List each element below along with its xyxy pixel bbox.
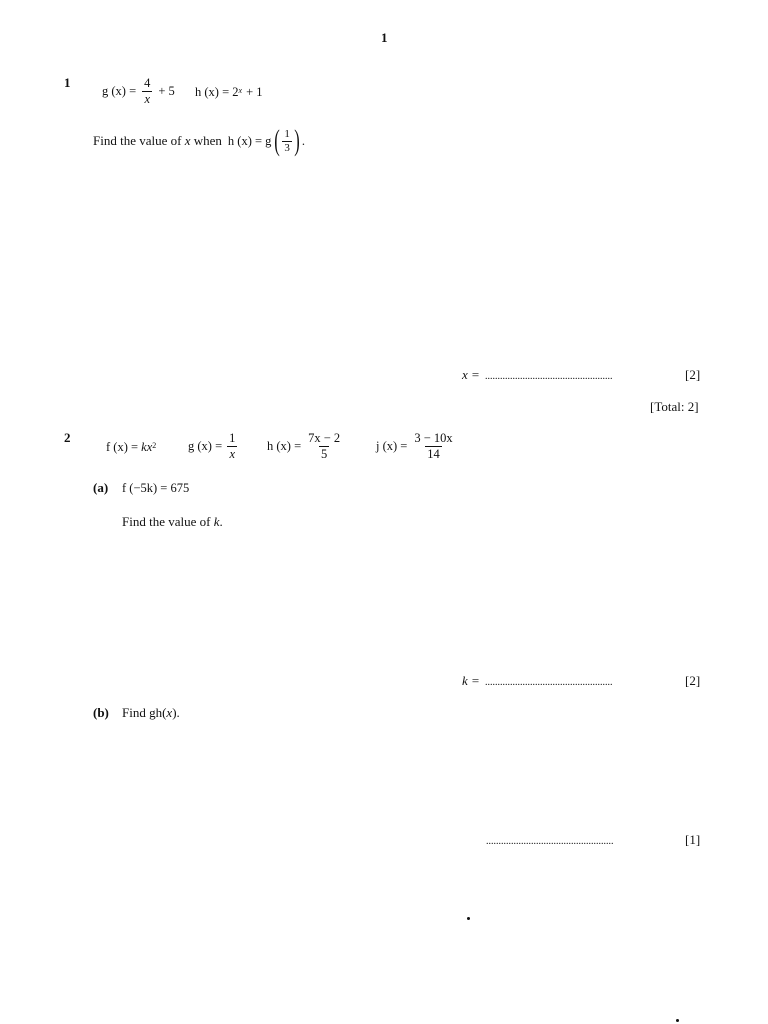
q1-h-rest: + 1 [246,85,263,99]
q2-g-numerator: 1 [229,431,236,445]
q2a-answer-dots: ................................................... [485,677,613,688]
question-1-number: 1 [64,75,71,90]
q2a-answer-label: k = [462,673,480,688]
page-number: 1 [381,30,388,45]
q2-h-fraction [306,432,342,460]
q1-instruction-post: when [193,133,222,148]
q2-j-definition [376,432,457,460]
q2-f-lhs: f (x) = [106,440,139,454]
q2-h-lhs: h (x) = [267,438,302,453]
stray-dot-bottom [676,1019,679,1022]
q1-condition-fraction [282,129,292,154]
q1-total: [Total: 2] [650,399,699,414]
q1-h-definition [195,85,263,100]
q2a-marks: [2] [685,673,701,688]
q2a-equation: f (−5k) = 675 [122,481,190,495]
q1-h-exponent: x [238,86,243,95]
q1-g-definition [102,77,175,105]
q2-j-lhs: j (x) = [376,438,408,453]
q1-instruction [93,126,305,156]
q1-h-lhs: h (x) = 2 [195,85,239,99]
q1-condition-end: . [301,133,306,148]
q2b-instruction-post: ). [172,705,180,720]
q2-g-lhs: g (x) = [188,438,223,453]
q2-g-fraction [227,432,237,460]
q1-g-lhs: g (x) = [102,83,137,98]
q2-g-denominator: x [229,446,236,461]
q2a-label: (a) [93,480,109,495]
q2b-instruction-pre: Find gh( [122,705,167,720]
q1-condition-numerator: 1 [284,127,290,140]
q1-condition-denominator: 3 [284,141,290,154]
q1-g-rest: + 5 [158,83,175,98]
q1-g-denominator: x [144,91,151,106]
q1-instruction-pre: Find the value of [93,133,182,148]
q2-j-numerator: 3 − 10x [414,431,453,445]
q1-answer-label: x = [462,367,480,382]
q1-marks: [2] [685,367,701,382]
q2-h-numerator: 7x − 2 [308,431,341,445]
q2-f-exponent: 2 [152,441,157,450]
q2-j-denominator: 14 [427,446,440,461]
question-2-number: 2 [64,430,71,445]
q2-h-definition [267,432,344,460]
q1-answer-dots: ................................................... [485,371,613,382]
q2a-answer-line [462,673,613,689]
q2a-instruction-var: k [213,514,220,529]
q2b-instruction-var: x [166,705,173,720]
q2-f-definition [106,440,156,455]
q2b-marks: [1] [685,832,701,847]
q1-answer-line [462,367,613,383]
q2-f-rhs: kx [141,440,153,454]
q2-g-definition [188,432,239,460]
q2-h-denominator: 5 [321,446,328,461]
q2a-instruction-pre: Find the value of [122,514,211,529]
q2a-instruction-post: . [219,514,223,529]
q1-g-fraction [142,77,152,105]
q1-instruction-var: x [184,133,191,148]
q2-j-fraction [412,432,454,460]
stray-dot [467,917,470,920]
q2b-label: (b) [93,705,109,720]
q2b-answer-line [486,832,614,848]
q1-condition-lhs: h (x) = g [227,133,272,148]
q2b-answer-dots: ................................................... [486,836,614,847]
q2a-instruction [122,514,223,530]
q1-left-paren: ( [274,124,281,157]
q1-g-numerator: 4 [144,76,151,90]
q1-condition [228,126,305,156]
q2b-instruction [122,705,180,721]
q1-right-paren: ) [294,124,300,157]
